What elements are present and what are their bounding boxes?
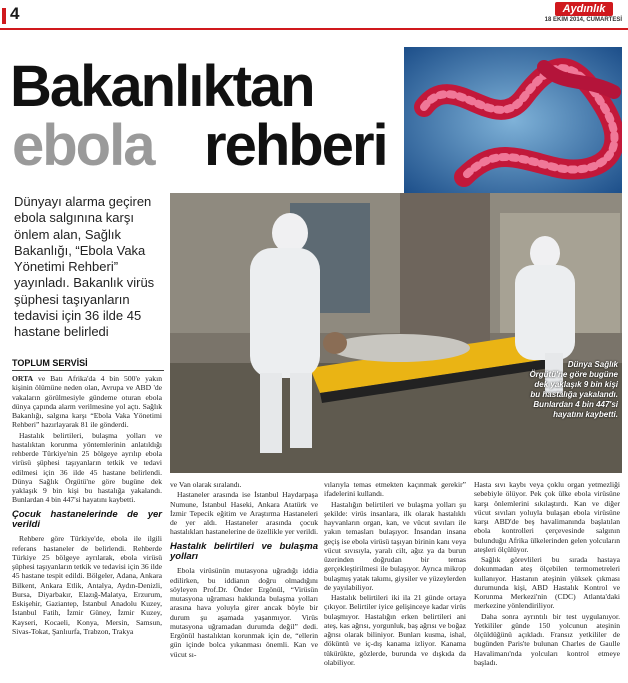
headline-ebola: ebola — [12, 113, 154, 178]
article-column-3 — [324, 480, 466, 668]
subheading: Çocuk hastanelerinde de yer verildi — [12, 508, 162, 530]
ebola-virus-image — [404, 47, 622, 194]
byline: TOPLUM SERVİSİ — [12, 358, 88, 368]
byline-rule — [12, 370, 164, 371]
ebola-response-photo — [170, 193, 622, 473]
page-number: 4 — [10, 4, 20, 23]
paragraph: Daha sonra ayrıntılı bir test uygulanıyor. Yetkililer günde 150 yolcunun ateşinin ölçüldüğünü açıkladı. Fransız yetkililer de bugünden Paris'te bulunan Charles de Gaulle Havalimanı'nda yolcuları kontrol etmeye başladı. — [474, 611, 620, 667]
photo-caption: Dünya Sağlık Örgütü'ne göre bugüne dek yaklaşık 9 bin kişi bu hastalığa yakalandı. Bunlardan 4 bin 447'si hayatını kaybetti. — [529, 360, 618, 419]
paragraph: Hastaneler arasında ise İstanbul Haydarpaşa Numune, İstanbul Haseki, Ankara Atatürk ve İzmir Tepecik eğitim ve Araştırma Hastaneleri de yer aldı. Hastaneler arasında çocuk hastalıkları hastanelerine de özellikle yer verildi. — [170, 490, 319, 537]
subheading: Hastalık belirtileri ve bulaşma yolları — [170, 540, 318, 562]
paragraph: ve Van olarak sıralandı. — [170, 480, 242, 489]
paragraph: Hastalığın belirtileri ve bulaşma yolları şu şekilde: virüs insanlara, ilk olarak hastalıklı hayvanların organ, kan, ve vücut sıvıları ile yakın temasları bulaşıyor. İnsandan insana geçiş ise ebola virüsü taşıyan birinin kanı veya vücut sıvısıyla, yaralı cilt, ağız ya da burun üzerinden doğrudan bir temas gerçekleştirilmesi ile bulaşıyor. Ayrıca mikrop bulaşmış yatak takımı, giysiler ve yüzeylerden de yayılabiliyor. — [324, 499, 466, 592]
header-rule — [0, 28, 628, 30]
article-column-4 — [474, 480, 620, 668]
paragraph — [12, 374, 162, 430]
headline-line1: Bakanlıktan — [10, 54, 314, 119]
dateline: 18 EKİM 2014, CUMARTESİ — [544, 17, 622, 23]
page-number-marker — [2, 8, 6, 24]
paragraph: Hastalık belirtileri, bulaşma yolları ve hastalıktan korunma yöntemlerinin anlatıldığı rehberde Türkiye'nin 25 bölgeye ayrılıp ebola virüsü şüphesi taşıyanların tetkik ve tedavi edilmesi için 36 ilde 45 hastane belirlendi. Dünya Sağlık Örgütü'ne göre bugüne dek yaklaşık 9 bin kişi bu hastalığa yakalandı. Bunlardan 4 bin 447'si hayatını kaybetti. — [12, 430, 162, 505]
newspaper-logo: Aydınlık — [555, 2, 613, 16]
article-column-2 — [170, 480, 318, 660]
paragraph: vılarıyla temas etmekten kaçınmak gerekir” ifadelerini kullandı. — [324, 480, 466, 499]
paragraph: Rehbere göre Türkiye'de, ebola ile ilgili referans hastaneler de belirlendi. Rehberde Türkiye 25 bölgeye ayrılarak, ebola virüsü şüphesi taşıyanların tetkik ve tedavisi için 36 ilde 45 hastane tespit edildi. Bölgeler, Adana, Ankara Bilkent, Ankara Etlik, Antalya, Aydın-Denizli, Bursa, Diyarbakır, Elazığ-Malatya, Erzurum, Eskişehir, Gaziantep, İstanbul Anadolu Kuzey, İstanbul Fatih, İzmir Güney, İzmir Kuzey, Kayseri, Kocaeli, Konya, Mersin, Samsun, Sivas-Tokat, Şanlıurfa, Trabzon, Trakya — [12, 534, 162, 636]
paragraph: Hastalık belirtileri iki ila 21 günde ortaya çıkıyor. Belirtiler iyice gelişinceye kadar virüs bulaşmıyor. Hastalığın erken belirtileri ani ateş, kas ağrısı, yorgunluk, baş ağrısı ve boğaz ağrısı olarak biliniyor. Bunları kusma, ishal, döküntü ve iç-dış kanama izliyor. Kanama tükürükte, gözlerde, burunda ve dışkıda da olabiliyor. — [324, 593, 466, 667]
headline-rehberi: rehberi — [204, 113, 387, 178]
lede-paragraph: Dünyayı alarma geçiren ebola salgınına karşı önlem alan, Sağlık Bakanlığı, “Ebola Vaka Yönetimi Rehberi” yayınladı. Bakanlık virüs şüphesi taşıyanların tedavisi için 36 ilde 45 hastane belirledi — [14, 194, 155, 339]
paragraph: Ebola virüsünün mutasyona uğradığı iddia edilirken, bu iddianın doğru olmadığını söyleyen Prof.Dr. Önder Ergönül, “Virüsün mutasyona uğraması hakkında bulaşma yolları arasına hava yoluyla girer ancak böyle bir durum şu aşamada yaşanmıyor. Virüs mutasyona uğramadan durumda değil” dedi. Ergönül hastalıktan korunmak için de, “ellerin gün içinde bolca yıkanması önemli. Kan ve vücut sı- — [170, 566, 318, 659]
paragraph-text: ve Batı Afrika'da 4 bin 500'e yakın kişinin ölümüne neden olan, Avrupa ve ABD 'de vakaların görülmesiyle gündeme oturan ebola dünya çapında alarm verilmesine yol açtı. Sağlık Bakanlığı, salgına karşı “Ebola Vaka Yönetimi Rehberi” hazırlayarak 81 ile gönderdi. — [12, 374, 162, 430]
lead-word: ORTA — [12, 374, 34, 383]
paragraph: Hasta sıvı kaybı veya çoklu organ yetmezliği sebebiyle ölüyor. Pek çok ülke ebola virüsüne karşı önlemlerini sıkılaştırdı. Kan ve diğer vücut sıvıları yoluyla bulaşan ebola virüsüne karşı ABD'de beş havalimanında başlatılan ebola kontrolleri çerçevesinde salgının bulunduğu Afrika ülkelerinden gelen yolcuların ateşleri ölçülüyor. — [474, 480, 620, 554]
paragraph: Sağlık görevlileri bu sırada hastaya dokunmadan ateş ölçebilen termometreleri kullanıyor. Hastanın ateşinin yüksek çıkması durumunda kişi, ABD Hastalık Kontrol ve Korunma Merkezi'nin (CDC) Atlanta'daki merkezine yönlendiriliyor. — [474, 555, 620, 611]
article-column-1 — [12, 374, 162, 637]
